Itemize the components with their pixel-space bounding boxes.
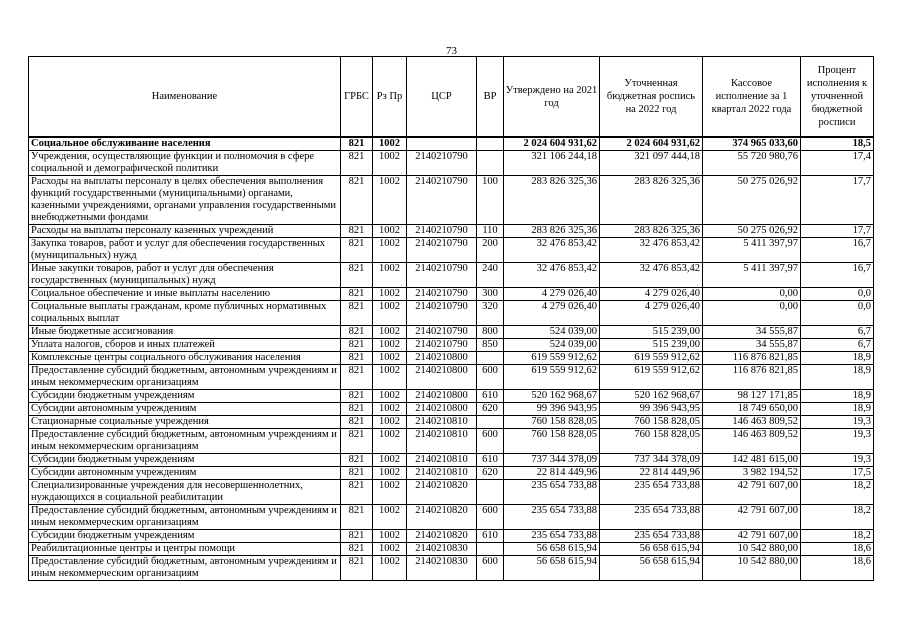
cell-grbs: 821	[341, 556, 373, 581]
cell-grbs: 821	[341, 505, 373, 530]
cell-percent: 19,3	[801, 429, 874, 454]
header-csr: ЦСР	[407, 57, 477, 138]
cell-approved: 619 559 912,62	[504, 352, 600, 365]
cell-name: Стационарные социальные учреждения	[29, 416, 341, 429]
cell-name: Закупка товаров, работ и услуг для обеспечения государственных (муниципальных) нужд	[29, 238, 341, 263]
table-row	[29, 454, 874, 467]
cell-cash: 116 876 821,85	[703, 365, 801, 390]
cell-grbs: 821	[341, 238, 373, 263]
cell-cash: 34 555,87	[703, 326, 801, 339]
cell-refined: 515 239,00	[600, 339, 703, 352]
cell-percent: 18,2	[801, 480, 874, 505]
cell-approved: 737 344 378,09	[504, 454, 600, 467]
cell-refined: 283 826 325,36	[600, 176, 703, 225]
cell-vr: 620	[477, 403, 504, 416]
cell-cash: 142 481 615,00	[703, 454, 801, 467]
cell-rzpr: 1002	[373, 416, 407, 429]
table-row	[29, 556, 874, 581]
cell-vr: 610	[477, 390, 504, 403]
cell-percent: 18,9	[801, 352, 874, 365]
cell-approved: 619 559 912,62	[504, 365, 600, 390]
cell-refined: 520 162 968,67	[600, 390, 703, 403]
cell-name: Специализированные учреждения для несовершеннолетних, нуждающихся в социальной реабилитации	[29, 480, 341, 505]
cell-vr	[477, 480, 504, 505]
cell-percent: 0,0	[801, 301, 874, 326]
header-refined: Уточненная бюджетная роспись на 2022 год	[600, 57, 703, 138]
cell-percent: 18,5	[801, 137, 874, 151]
cell-approved: 524 039,00	[504, 339, 600, 352]
cell-vr: 100	[477, 176, 504, 225]
cell-csr: 2140210830	[407, 556, 477, 581]
cell-name: Иные закупки товаров, работ и услуг для обеспечения государственных (муниципальных) нужд	[29, 263, 341, 288]
table-row	[29, 301, 874, 326]
cell-percent: 18,2	[801, 530, 874, 543]
table-row	[29, 352, 874, 365]
cell-percent: 17,5	[801, 467, 874, 480]
cell-percent: 17,7	[801, 225, 874, 238]
cell-refined: 235 654 733,88	[600, 505, 703, 530]
cell-cash: 5 411 397,97	[703, 238, 801, 263]
cell-csr: 2140210800	[407, 403, 477, 416]
cell-grbs: 821	[341, 176, 373, 225]
cell-cash: 10 542 880,00	[703, 556, 801, 581]
cell-csr: 2140210800	[407, 352, 477, 365]
table-row	[29, 467, 874, 480]
cell-refined: 2 024 604 931,62	[600, 137, 703, 151]
cell-cash: 146 463 809,52	[703, 416, 801, 429]
cell-name: Расходы на выплаты персоналу в целях обеспечения выполнения функций государственными (муниципальными) органами, казенными учреждениями, органами управления государственными внебюджетными фондами	[29, 176, 341, 225]
cell-vr: 200	[477, 238, 504, 263]
cell-refined: 99 396 943,95	[600, 403, 703, 416]
cell-grbs: 821	[341, 288, 373, 301]
cell-vr: 320	[477, 301, 504, 326]
table-row	[29, 505, 874, 530]
cell-name: Реабилитационные центры и центры помощи	[29, 543, 341, 556]
table-row	[29, 151, 874, 176]
table-row	[29, 263, 874, 288]
cell-grbs: 821	[341, 403, 373, 416]
cell-percent: 17,7	[801, 176, 874, 225]
cell-csr: 2140210810	[407, 454, 477, 467]
cell-grbs: 821	[341, 151, 373, 176]
cell-grbs: 821	[341, 429, 373, 454]
cell-vr	[477, 137, 504, 151]
header-vr: ВР	[477, 57, 504, 138]
table-row	[29, 176, 874, 225]
cell-refined: 56 658 615,94	[600, 543, 703, 556]
cell-rzpr: 1002	[373, 365, 407, 390]
cell-approved: 4 279 026,40	[504, 288, 600, 301]
cell-csr: 2140210820	[407, 530, 477, 543]
cell-name: Уплата налогов, сборов и иных платежей	[29, 339, 341, 352]
cell-rzpr: 1002	[373, 176, 407, 225]
cell-cash: 55 720 980,76	[703, 151, 801, 176]
cell-refined: 235 654 733,88	[600, 480, 703, 505]
table-row	[29, 429, 874, 454]
cell-name: Предоставление субсидий бюджетным, автономным учреждениям и иным некоммерческим организациям	[29, 556, 341, 581]
table-row	[29, 543, 874, 556]
cell-approved: 32 476 853,42	[504, 238, 600, 263]
cell-rzpr: 1002	[373, 390, 407, 403]
cell-rzpr: 1002	[373, 454, 407, 467]
cell-rzpr: 1002	[373, 225, 407, 238]
cell-rzpr: 1002	[373, 530, 407, 543]
cell-approved: 760 158 828,05	[504, 429, 600, 454]
cell-percent: 6,7	[801, 326, 874, 339]
cell-refined: 737 344 378,09	[600, 454, 703, 467]
table-header-row	[29, 57, 874, 138]
table-row	[29, 480, 874, 505]
cell-refined: 235 654 733,88	[600, 530, 703, 543]
cell-percent: 16,7	[801, 238, 874, 263]
cell-rzpr: 1002	[373, 263, 407, 288]
cell-approved: 235 654 733,88	[504, 530, 600, 543]
cell-refined: 22 814 449,96	[600, 467, 703, 480]
cell-approved: 2 024 604 931,62	[504, 137, 600, 151]
budget-table	[28, 56, 874, 581]
cell-csr: 2140210790	[407, 176, 477, 225]
cell-grbs: 821	[341, 137, 373, 151]
cell-rzpr: 1002	[373, 339, 407, 352]
cell-cash: 374 965 033,60	[703, 137, 801, 151]
cell-grbs: 821	[341, 225, 373, 238]
cell-approved: 283 826 325,36	[504, 176, 600, 225]
cell-name: Социальные выплаты гражданам, кроме публичных нормативных социальных выплат	[29, 301, 341, 326]
cell-refined: 619 559 912,62	[600, 352, 703, 365]
cell-vr: 800	[477, 326, 504, 339]
cell-approved: 321 106 244,18	[504, 151, 600, 176]
header-approved: Утверждено на 2021 год	[504, 57, 600, 138]
cell-cash: 116 876 821,85	[703, 352, 801, 365]
cell-cash: 34 555,87	[703, 339, 801, 352]
cell-name: Комплексные центры социального обслуживания населения	[29, 352, 341, 365]
cell-name: Предоставление субсидий бюджетным, автономным учреждениям и иным некоммерческим организациям	[29, 429, 341, 454]
cell-name: Социальное обслуживание населения	[29, 137, 341, 151]
cell-vr: 610	[477, 454, 504, 467]
cell-approved: 22 814 449,96	[504, 467, 600, 480]
cell-rzpr: 1002	[373, 403, 407, 416]
cell-percent: 6,7	[801, 339, 874, 352]
cell-name: Предоставление субсидий бюджетным, автономным учреждениям и иным некоммерческим организациям	[29, 505, 341, 530]
cell-csr: 2140210810	[407, 467, 477, 480]
cell-approved: 760 158 828,05	[504, 416, 600, 429]
cell-percent: 19,3	[801, 416, 874, 429]
cell-cash: 42 791 607,00	[703, 505, 801, 530]
cell-vr: 620	[477, 467, 504, 480]
cell-refined: 32 476 853,42	[600, 238, 703, 263]
cell-rzpr: 1002	[373, 429, 407, 454]
cell-rzpr: 1002	[373, 480, 407, 505]
cell-name: Расходы на выплаты персоналу казенных учреждений	[29, 225, 341, 238]
cell-percent: 18,6	[801, 556, 874, 581]
cell-refined: 56 658 615,94	[600, 556, 703, 581]
header-rzpr: Рз Пр	[373, 57, 407, 138]
cell-csr: 2140210790	[407, 288, 477, 301]
cell-csr: 2140210790	[407, 225, 477, 238]
table-row	[29, 365, 874, 390]
cell-grbs: 821	[341, 365, 373, 390]
cell-csr: 2140210810	[407, 429, 477, 454]
cell-csr: 2140210790	[407, 339, 477, 352]
cell-refined: 760 158 828,05	[600, 429, 703, 454]
table-row	[29, 403, 874, 416]
cell-vr: 610	[477, 530, 504, 543]
cell-grbs: 821	[341, 467, 373, 480]
table-body	[29, 137, 874, 581]
cell-grbs: 821	[341, 326, 373, 339]
table-row	[29, 137, 874, 151]
cell-approved: 235 654 733,88	[504, 480, 600, 505]
cell-cash: 50 275 026,92	[703, 176, 801, 225]
cell-csr: 2140210820	[407, 505, 477, 530]
cell-vr: 600	[477, 429, 504, 454]
cell-vr	[477, 416, 504, 429]
cell-approved: 235 654 733,88	[504, 505, 600, 530]
cell-name: Социальное обеспечение и иные выплаты населению	[29, 288, 341, 301]
cell-refined: 4 279 026,40	[600, 301, 703, 326]
cell-percent: 17,4	[801, 151, 874, 176]
table-row	[29, 390, 874, 403]
cell-cash: 5 411 397,97	[703, 263, 801, 288]
cell-rzpr: 1002	[373, 301, 407, 326]
cell-approved: 4 279 026,40	[504, 301, 600, 326]
cell-grbs: 821	[341, 390, 373, 403]
cell-rzpr: 1002	[373, 137, 407, 151]
cell-cash: 50 275 026,92	[703, 225, 801, 238]
cell-vr	[477, 151, 504, 176]
cell-vr: 850	[477, 339, 504, 352]
cell-grbs: 821	[341, 543, 373, 556]
cell-rzpr: 1002	[373, 505, 407, 530]
cell-vr	[477, 543, 504, 556]
cell-grbs: 821	[341, 339, 373, 352]
cell-percent: 18,9	[801, 365, 874, 390]
cell-vr: 110	[477, 225, 504, 238]
cell-cash: 0,00	[703, 301, 801, 326]
cell-csr: 2140210790	[407, 301, 477, 326]
cell-rzpr: 1002	[373, 288, 407, 301]
cell-percent: 18,9	[801, 390, 874, 403]
header-name: Наименование	[29, 57, 341, 138]
cell-rzpr: 1002	[373, 352, 407, 365]
table-row	[29, 416, 874, 429]
cell-csr: 2140210820	[407, 480, 477, 505]
cell-approved: 99 396 943,95	[504, 403, 600, 416]
cell-name: Предоставление субсидий бюджетным, автономным учреждениям и иным некоммерческим организациям	[29, 365, 341, 390]
cell-cash: 3 982 194,52	[703, 467, 801, 480]
cell-cash: 10 542 880,00	[703, 543, 801, 556]
cell-grbs: 821	[341, 301, 373, 326]
cell-approved: 524 039,00	[504, 326, 600, 339]
cell-name: Субсидии автономным учреждениям	[29, 403, 341, 416]
header-grbs: ГРБС	[341, 57, 373, 138]
cell-name: Субсидии автономным учреждениям	[29, 467, 341, 480]
cell-rzpr: 1002	[373, 543, 407, 556]
cell-percent: 18,6	[801, 543, 874, 556]
cell-name: Субсидии бюджетным учреждениям	[29, 530, 341, 543]
cell-rzpr: 1002	[373, 238, 407, 263]
header-cash: Кассовое исполнение за 1 квартал 2022 года	[703, 57, 801, 138]
cell-csr: 2140210810	[407, 416, 477, 429]
cell-percent: 18,9	[801, 403, 874, 416]
cell-approved: 56 658 615,94	[504, 556, 600, 581]
cell-percent: 0,0	[801, 288, 874, 301]
cell-cash: 18 749 650,00	[703, 403, 801, 416]
cell-name: Иные бюджетные ассигнования	[29, 326, 341, 339]
table-row	[29, 326, 874, 339]
table-row	[29, 288, 874, 301]
cell-grbs: 821	[341, 454, 373, 467]
cell-approved: 32 476 853,42	[504, 263, 600, 288]
cell-refined: 515 239,00	[600, 326, 703, 339]
cell-cash: 98 127 171,85	[703, 390, 801, 403]
cell-name: Субсидии бюджетным учреждениям	[29, 454, 341, 467]
cell-cash: 0,00	[703, 288, 801, 301]
table-row	[29, 225, 874, 238]
cell-csr: 2140210790	[407, 263, 477, 288]
cell-cash: 42 791 607,00	[703, 530, 801, 543]
cell-csr: 2140210830	[407, 543, 477, 556]
page-number: 73	[446, 45, 457, 57]
cell-vr: 300	[477, 288, 504, 301]
cell-approved: 283 826 325,36	[504, 225, 600, 238]
cell-refined: 321 097 444,18	[600, 151, 703, 176]
cell-csr: 2140210790	[407, 326, 477, 339]
cell-refined: 32 476 853,42	[600, 263, 703, 288]
cell-rzpr: 1002	[373, 326, 407, 339]
cell-vr: 600	[477, 505, 504, 530]
cell-vr: 600	[477, 365, 504, 390]
cell-cash: 146 463 809,52	[703, 429, 801, 454]
cell-grbs: 821	[341, 352, 373, 365]
cell-approved: 56 658 615,94	[504, 543, 600, 556]
cell-approved: 520 162 968,67	[504, 390, 600, 403]
cell-refined: 4 279 026,40	[600, 288, 703, 301]
cell-percent: 18,2	[801, 505, 874, 530]
cell-vr	[477, 352, 504, 365]
cell-csr: 2140210800	[407, 365, 477, 390]
cell-refined: 619 559 912,62	[600, 365, 703, 390]
cell-rzpr: 1002	[373, 556, 407, 581]
table-row	[29, 530, 874, 543]
cell-vr: 600	[477, 556, 504, 581]
cell-rzpr: 1002	[373, 467, 407, 480]
cell-name: Субсидии бюджетным учреждениям	[29, 390, 341, 403]
cell-refined: 283 826 325,36	[600, 225, 703, 238]
table-row	[29, 339, 874, 352]
header-percent: Процент исполнения к уточненной бюджетной росписи	[801, 57, 874, 138]
cell-name: Учреждения, осуществляющие функции и полномочия в сфере социальной и демографической политики	[29, 151, 341, 176]
cell-grbs: 821	[341, 480, 373, 505]
cell-grbs: 821	[341, 416, 373, 429]
cell-csr: 2140210790	[407, 238, 477, 263]
cell-rzpr: 1002	[373, 151, 407, 176]
cell-refined: 760 158 828,05	[600, 416, 703, 429]
cell-csr: 2140210790	[407, 151, 477, 176]
cell-vr: 240	[477, 263, 504, 288]
cell-grbs: 821	[341, 530, 373, 543]
cell-cash: 42 791 607,00	[703, 480, 801, 505]
cell-percent: 19,3	[801, 454, 874, 467]
cell-csr: 2140210800	[407, 390, 477, 403]
cell-percent: 16,7	[801, 263, 874, 288]
cell-grbs: 821	[341, 263, 373, 288]
table-row	[29, 238, 874, 263]
cell-csr	[407, 137, 477, 151]
